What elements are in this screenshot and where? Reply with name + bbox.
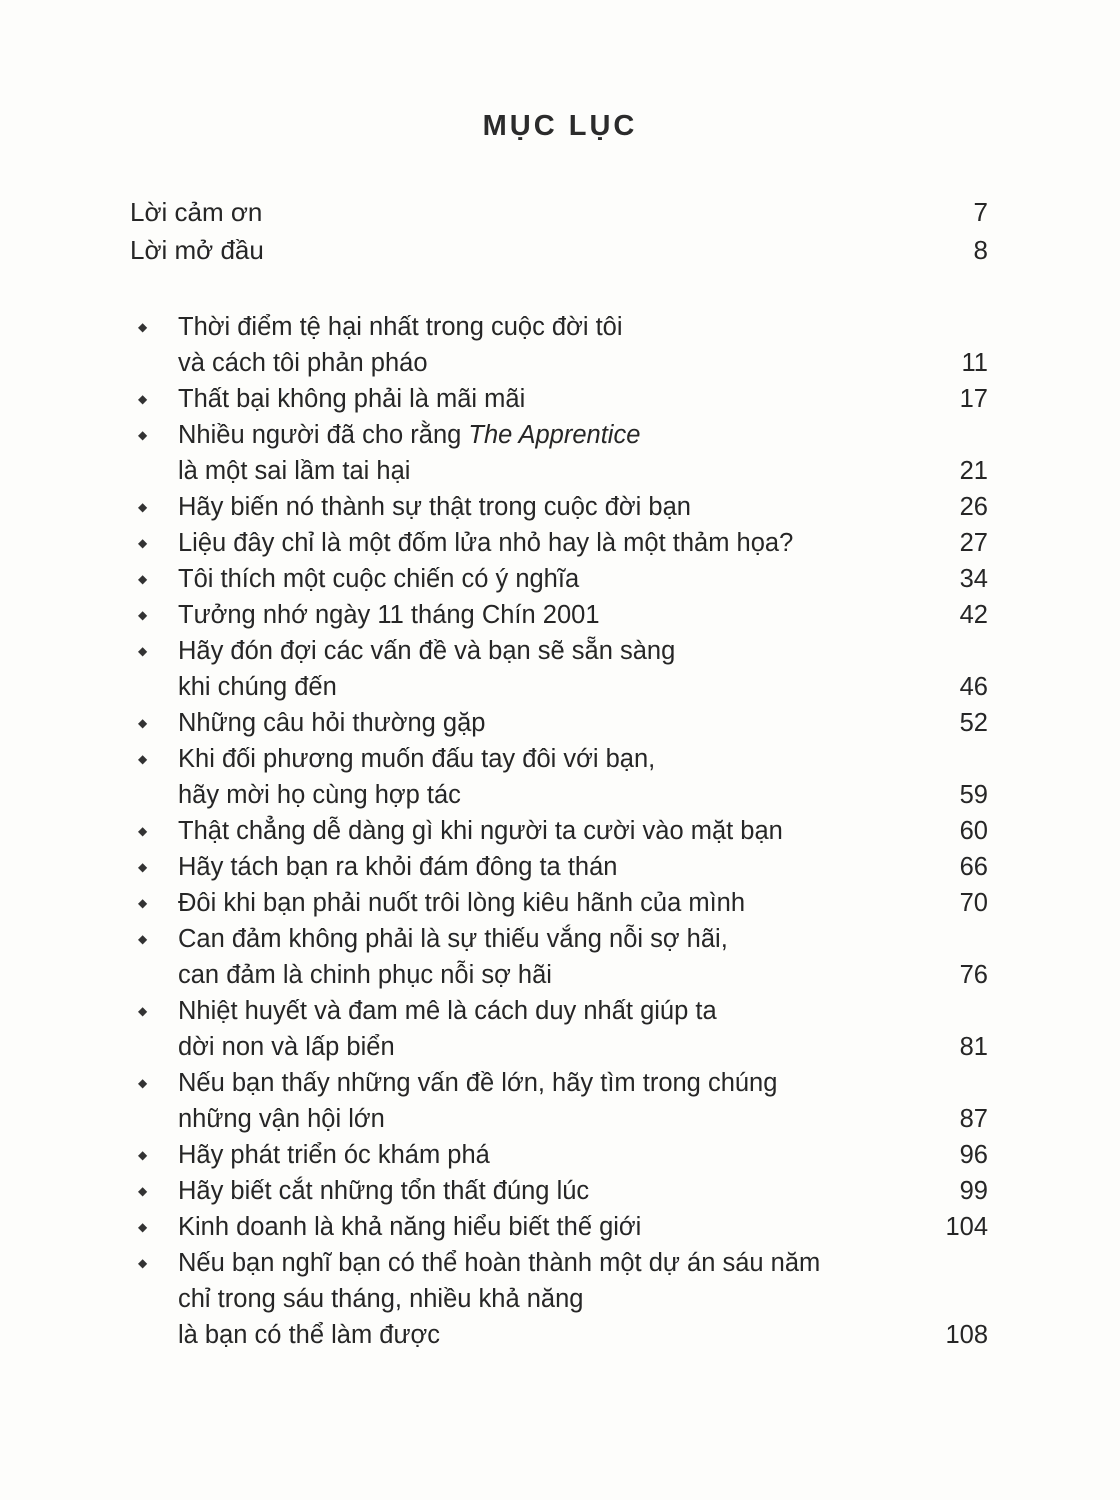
toc-entry-text (178, 1281, 583, 1317)
toc-entry-line (138, 921, 988, 957)
bullet-spacer (138, 345, 178, 381)
bullet-diamond-icon: ◆ (138, 1004, 148, 1018)
toc-entry-line (138, 1029, 988, 1065)
toc-entry-text-segment: Can đảm không phải là sự thiếu vắng nỗi sợ hãi, (178, 925, 728, 953)
front-item-label: Lời mở đầu (130, 235, 264, 265)
bullet-diamond-icon: ◆ (138, 1220, 148, 1234)
toc-entry-page: 87 (959, 1105, 988, 1133)
toc-entry-text (178, 885, 745, 921)
toc-entry (138, 1245, 988, 1353)
toc-entry-line (138, 885, 988, 921)
toc-entry (138, 417, 988, 489)
toc-entry-line (138, 1245, 988, 1281)
toc-entry-text-segment: những vận hội lớn (178, 1105, 385, 1133)
toc-entry-line (138, 561, 988, 597)
toc-entry-text-segment: Khi đối phương muốn đấu tay đôi với bạn, (178, 745, 656, 773)
toc-entry-line (138, 813, 988, 849)
toc-entry-page: 81 (959, 1033, 988, 1061)
toc-entry-text-segment: Tôi thích một cuộc chiến có ý nghĩa (178, 565, 580, 593)
toc-entry-page: 104 (945, 1213, 988, 1241)
bullet-diamond-icon: ◆ (138, 860, 148, 874)
toc-entry-line (138, 777, 988, 813)
bullet-spacer (138, 669, 178, 705)
toc-entry-line (138, 669, 988, 705)
toc-entry-text-segment: Liệu đây chỉ là một đốm lửa nhỏ hay là một thảm họa? (178, 529, 794, 557)
toc-entry-text-italic: The Apprentice (468, 421, 641, 449)
toc-entry-line (138, 309, 988, 345)
toc-entry-page: 34 (959, 565, 988, 593)
page-title: MỤC LỤC (482, 110, 638, 142)
bullet-spacer (138, 1281, 178, 1317)
toc-entry-text (178, 741, 655, 777)
toc-entry-text-segment: Hãy phát triển óc khám phá (178, 1141, 490, 1169)
toc-entry-line (138, 1209, 988, 1245)
toc-entry-text (178, 1209, 641, 1245)
bullet-diamond-icon: ◆ (138, 428, 148, 442)
toc-entry-text (178, 1101, 385, 1137)
bullet-diamond-icon: ◆ (138, 572, 148, 586)
bullet-spacer (138, 1317, 178, 1353)
toc-entry-text (178, 453, 410, 489)
toc-entry-line (138, 489, 988, 525)
toc-entry-text (178, 561, 579, 597)
toc-entry-text (178, 525, 793, 561)
front-item-label: Lời cảm ơn (130, 197, 263, 227)
toc-entry-page: 70 (959, 889, 988, 917)
toc-entry (138, 1173, 988, 1209)
toc-entry-line (138, 1281, 988, 1317)
toc-entry-page: 76 (959, 961, 988, 989)
front-item (130, 193, 988, 231)
bullet-diamond-icon: ◆ (138, 1148, 148, 1162)
toc-entry (138, 885, 988, 921)
toc-entry-line (138, 705, 988, 741)
front-matter-list (130, 193, 988, 269)
toc-entry-page: 99 (959, 1177, 988, 1205)
bullet-spacer (138, 777, 178, 813)
toc-entry-text (178, 957, 552, 993)
toc-entry-line (138, 741, 988, 777)
toc-entry-text-segment: Hãy đón đợi các vấn đề và bạn sẽ sẵn sàng (178, 637, 676, 665)
toc-entry (138, 633, 988, 705)
toc-entry-text (178, 1173, 589, 1209)
bullet-diamond-icon: ◆ (138, 1076, 148, 1090)
toc-entry-page: 52 (959, 709, 988, 737)
toc-entry-line (138, 1317, 988, 1353)
front-item-page: 7 (973, 197, 988, 227)
toc-entry (138, 1065, 988, 1137)
toc-entry-text-segment: Nếu bạn nghĩ bạn có thể hoàn thành một dự án sáu năm (178, 1249, 821, 1277)
front-item (130, 231, 988, 269)
toc-entry-page: 96 (959, 1141, 988, 1169)
toc-entry (138, 561, 988, 597)
toc-entry-text (178, 633, 675, 669)
front-item-page: 8 (973, 235, 988, 265)
toc-entry-text (178, 669, 337, 705)
toc-entry-text (178, 777, 461, 813)
toc-entry (138, 741, 988, 813)
toc-entry-text-segment: khi chúng đến (178, 673, 337, 701)
toc-entry-line (138, 849, 988, 885)
bullet-diamond-icon: ◆ (138, 500, 148, 514)
toc-entry-text-segment: can đảm là chinh phục nỗi sợ hãi (178, 961, 552, 989)
toc-entry-text-segment: Đôi khi bạn phải nuốt trôi lòng kiêu hãnh của mình (178, 889, 746, 917)
toc-entry (138, 813, 988, 849)
toc-entry (138, 1209, 988, 1245)
toc-entry-text-segment: Hãy biến nó thành sự thật trong cuộc đời bạn (178, 493, 691, 521)
bullet-diamond-icon: ◆ (138, 932, 148, 946)
toc-entry-text-segment: Nhiều người đã cho rằng (178, 421, 469, 449)
toc-entry-page: 42 (959, 601, 988, 629)
toc-entry-page: 21 (959, 457, 988, 485)
toc-entry-text (178, 345, 428, 381)
toc-entry-text-segment: Nếu bạn thấy những vấn đề lớn, hãy tìm trong chúng (178, 1069, 778, 1097)
toc-entry-text (178, 381, 525, 417)
toc-entry-text (178, 813, 783, 849)
toc-entry-text (178, 1245, 820, 1281)
toc-entry (138, 489, 988, 525)
toc-entry (138, 597, 988, 633)
bullet-diamond-icon: ◆ (138, 896, 148, 910)
toc-entry-text (178, 1137, 490, 1173)
toc-entry-text-segment: Thật chẳng dễ dàng gì khi người ta cười vào mặt bạn (178, 817, 783, 845)
bullet-diamond-icon: ◆ (138, 608, 148, 622)
bullet-diamond-icon: ◆ (138, 392, 148, 406)
toc-entry (138, 381, 988, 417)
toc-entry-line (138, 345, 988, 381)
toc-entry-text (178, 849, 617, 885)
toc-entry-text (178, 1029, 395, 1065)
toc-entry (138, 309, 988, 381)
bullet-diamond-icon: ◆ (138, 1184, 148, 1198)
toc-entry-text-segment: là một sai lầm tai hại (178, 457, 411, 485)
toc-entry-text-segment: Kinh doanh là khả năng hiểu biết thế giới (178, 1213, 642, 1241)
toc-entry-line (138, 525, 988, 561)
toc-entry-line (138, 381, 988, 417)
toc-entry-page: 26 (959, 493, 988, 521)
toc-entry-text (178, 309, 623, 345)
toc-entry-text-segment: chỉ trong sáu tháng, nhiều khả năng (178, 1285, 584, 1313)
bullet-spacer (138, 1101, 178, 1137)
toc-entry-line (138, 633, 988, 669)
toc-entry-text (178, 993, 717, 1029)
toc-entry-text-segment: Thất bại không phải là mãi mãi (178, 385, 526, 413)
toc-entry-text-segment: Nhiệt huyết và đam mê là cách duy nhất giúp ta (178, 997, 717, 1025)
toc-entry-text (178, 489, 691, 525)
toc-entry-list (138, 309, 988, 1353)
toc-entry-line (138, 1137, 988, 1173)
toc-entry-page: 66 (959, 853, 988, 881)
toc-entry-page: 59 (959, 781, 988, 809)
toc-entry (138, 525, 988, 561)
bullet-diamond-icon: ◆ (138, 1256, 148, 1270)
toc-entry-page: 46 (959, 673, 988, 701)
toc-entry-line (138, 957, 988, 993)
toc-entry-line (138, 993, 988, 1029)
toc-entry-line (138, 597, 988, 633)
toc-entry (138, 993, 988, 1065)
toc-entry (138, 1137, 988, 1173)
toc-entry-text (178, 597, 600, 633)
toc-entry-text-segment: và cách tôi phản pháo (178, 349, 428, 377)
toc-entry-page: 11 (961, 349, 988, 377)
bullet-spacer (138, 957, 178, 993)
toc-entry-line (138, 1065, 988, 1101)
toc-entry-text-segment: Tưởng nhớ ngày 11 tháng Chín 2001 (178, 601, 600, 629)
bullet-diamond-icon: ◆ (138, 536, 148, 550)
bullet-spacer (138, 1029, 178, 1065)
toc-entry-text (178, 1065, 777, 1101)
toc-entry-page: 27 (959, 529, 988, 557)
toc-entry-line (138, 453, 988, 489)
toc-entry-line (138, 1173, 988, 1209)
toc-entry-line (138, 1101, 988, 1137)
toc-entry-page: 60 (959, 817, 988, 845)
toc-entry-text-segment: Hãy biết cắt những tổn thất đúng lúc (178, 1177, 590, 1205)
bullet-diamond-icon: ◆ (138, 824, 148, 838)
toc-entry-text (178, 417, 640, 453)
bullet-spacer (138, 453, 178, 489)
bullet-diamond-icon: ◆ (138, 644, 148, 658)
bullet-diamond-icon: ◆ (138, 320, 148, 334)
toc-entry (138, 849, 988, 885)
toc-entry-text-segment: là bạn có thể làm được (178, 1321, 441, 1349)
toc-entry-text (178, 705, 485, 741)
toc-entry-text-segment: Thời điểm tệ hại nhất trong cuộc đời tôi (178, 313, 623, 341)
toc-entry-text-segment: hãy mời họ cùng hợp tác (178, 781, 461, 809)
bullet-diamond-icon: ◆ (138, 752, 148, 766)
toc-entry-text (178, 921, 728, 957)
toc-entry (138, 705, 988, 741)
toc-entry-text (178, 1317, 440, 1353)
toc-entry-text-segment: Hãy tách bạn ra khỏi đám đông ta thán (178, 853, 618, 881)
toc-entry-line (138, 417, 988, 453)
bullet-diamond-icon: ◆ (138, 716, 148, 730)
toc-entry-page: 108 (945, 1321, 988, 1349)
toc-entry-text-segment: Những câu hỏi thường gặp (178, 709, 486, 737)
toc-entry-text-segment: dời non và lấp biển (178, 1033, 395, 1061)
toc-entry (138, 921, 988, 993)
toc-entry-page: 17 (959, 385, 988, 413)
